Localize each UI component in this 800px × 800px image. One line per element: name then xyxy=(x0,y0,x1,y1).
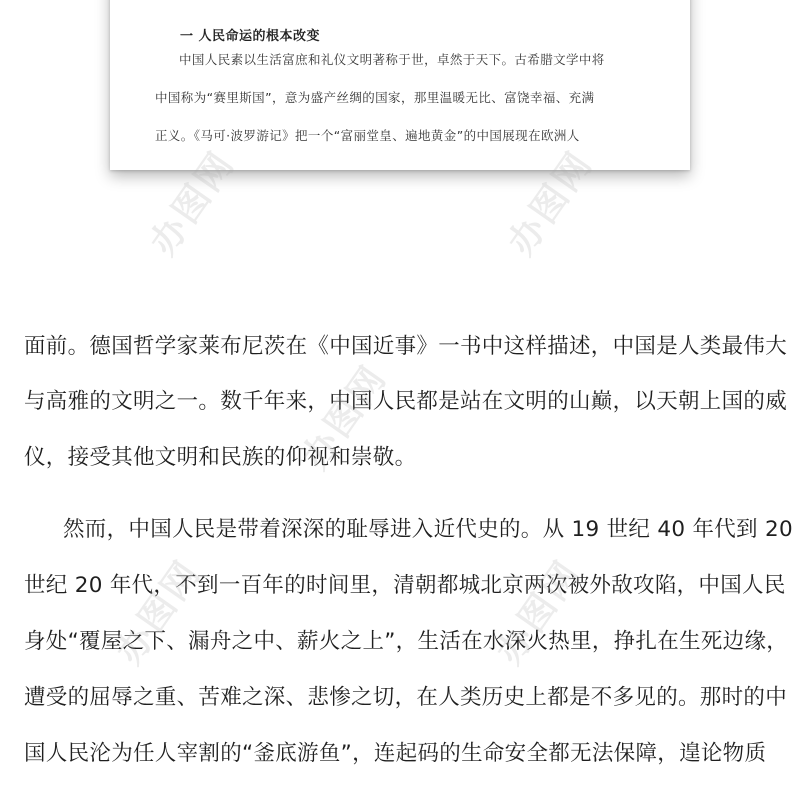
watermark: 办图网 xyxy=(294,357,396,477)
body-paragraph-start: 然而，中国人民是带着深深的耻辱进入近代史的。从 19 世纪 40 年代到 20 xyxy=(63,517,793,542)
body-text-line: 世纪 20 年代，不到一百年的时间里，清朝都城北京两次被外敌攻陷，中国人民 xyxy=(24,573,786,598)
watermark: 办图网 xyxy=(488,552,590,672)
embedded-page-card xyxy=(110,0,690,170)
watermark: 办图网 xyxy=(142,143,244,263)
body-text-line: 与高雅的文明之一。数千年来，中国人民都是站在文明的山巅，以天朝上国的威 xyxy=(24,389,788,414)
card-text-line: 中国人民素以生活富庶和礼仪文明著称于世，卓然于天下。古希腊文学中将 xyxy=(179,52,605,67)
card-text-line: 正义。《马可·波罗游记》把一个“富丽堂皇、遍地黄金”的中国展现在欧洲人 xyxy=(155,128,580,143)
body-text-line: 仪，接受其他文明和民族的仰视和崇敬。 xyxy=(24,445,417,470)
section-heading: 一 人民命运的根本改变 xyxy=(180,29,321,44)
watermark: 办图网 xyxy=(500,143,602,263)
body-text-line: 面前。德国哲学家莱布尼茨在《中国近事》一书中这样描述，中国是人类最伟大 xyxy=(24,334,788,359)
body-text-line: 身处“覆屋之下、漏舟之中、薪火之上”，生活在水深火热里，挣扎在生死边缘， xyxy=(24,629,789,654)
body-text-line: 国人民沦为任人宰割的“釜底游鱼”，连起码的生命安全都无法保障，遑论物质 xyxy=(24,741,767,766)
body-text-line: 遭受的屈辱之重、苦难之深、悲惨之切，在人类历史上都是不多见的。那时的中 xyxy=(24,685,788,710)
watermark: 办图网 xyxy=(108,552,210,672)
card-text-line: 中国称为“赛里斯国”，意为盛产丝绸的国家，那里温暖无比、富饶幸福、充满 xyxy=(155,90,595,105)
